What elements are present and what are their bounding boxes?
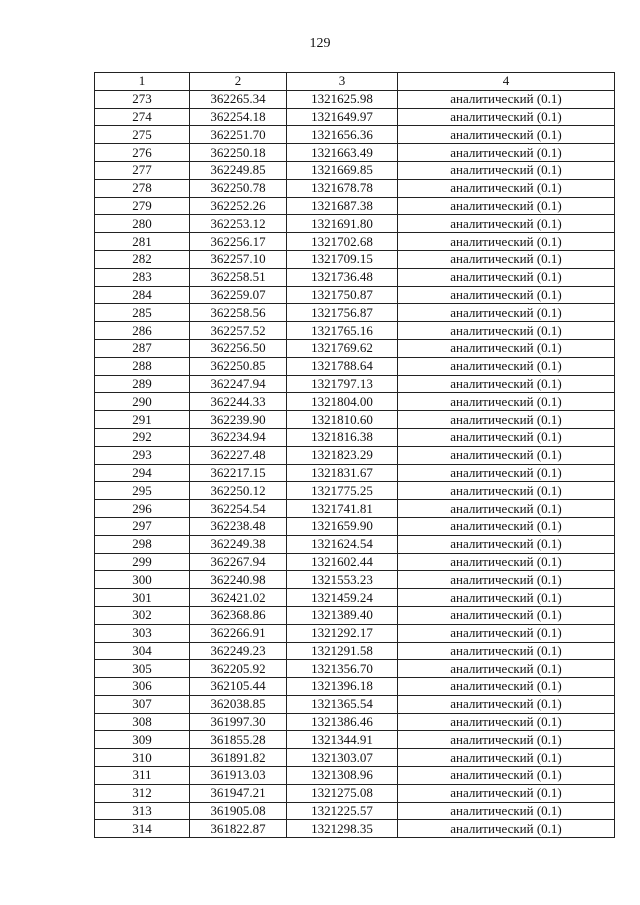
table-row bbox=[95, 428, 615, 446]
x-coordinate-cell: 362253.12 bbox=[190, 215, 287, 233]
y-coordinate-cell: 1321669.85 bbox=[287, 161, 398, 179]
method-cell: аналитический (0.1) bbox=[398, 428, 615, 446]
point-number-cell: 307 bbox=[95, 695, 190, 713]
point-number-cell: 286 bbox=[95, 322, 190, 340]
x-coordinate-cell: 362265.34 bbox=[190, 90, 287, 108]
table-row bbox=[95, 144, 615, 162]
point-number-cell: 302 bbox=[95, 606, 190, 624]
y-coordinate-cell: 1321810.60 bbox=[287, 411, 398, 429]
table-row bbox=[95, 482, 615, 500]
method-cell: аналитический (0.1) bbox=[398, 446, 615, 464]
method-cell: аналитический (0.1) bbox=[398, 411, 615, 429]
table-header-row bbox=[95, 73, 615, 91]
table-row bbox=[95, 197, 615, 215]
point-number-cell: 310 bbox=[95, 749, 190, 767]
method-cell: аналитический (0.1) bbox=[398, 624, 615, 642]
x-coordinate-cell: 362256.17 bbox=[190, 233, 287, 251]
x-coordinate-cell: 362258.56 bbox=[190, 304, 287, 322]
method-cell: аналитический (0.1) bbox=[398, 695, 615, 713]
method-cell: аналитический (0.1) bbox=[398, 784, 615, 802]
method-cell: аналитический (0.1) bbox=[398, 553, 615, 571]
point-number-cell: 288 bbox=[95, 357, 190, 375]
table-row bbox=[95, 624, 615, 642]
x-coordinate-cell: 362266.91 bbox=[190, 624, 287, 642]
x-coordinate-cell: 362234.94 bbox=[190, 428, 287, 446]
column-header: 3 bbox=[287, 73, 398, 91]
y-coordinate-cell: 1321756.87 bbox=[287, 304, 398, 322]
table-row bbox=[95, 767, 615, 785]
point-number-cell: 299 bbox=[95, 553, 190, 571]
y-coordinate-cell: 1321775.25 bbox=[287, 482, 398, 500]
x-coordinate-cell: 362254.54 bbox=[190, 500, 287, 518]
x-coordinate-cell: 362259.07 bbox=[190, 286, 287, 304]
x-coordinate-cell: 362421.02 bbox=[190, 589, 287, 607]
method-cell: аналитический (0.1) bbox=[398, 215, 615, 233]
x-coordinate-cell: 362249.23 bbox=[190, 642, 287, 660]
y-coordinate-cell: 1321553.23 bbox=[287, 571, 398, 589]
x-coordinate-cell: 362250.12 bbox=[190, 482, 287, 500]
method-cell: аналитический (0.1) bbox=[398, 589, 615, 607]
y-coordinate-cell: 1321292.17 bbox=[287, 624, 398, 642]
point-number-cell: 301 bbox=[95, 589, 190, 607]
method-cell: аналитический (0.1) bbox=[398, 250, 615, 268]
point-number-cell: 284 bbox=[95, 286, 190, 304]
method-cell: аналитический (0.1) bbox=[398, 713, 615, 731]
point-number-cell: 277 bbox=[95, 161, 190, 179]
y-coordinate-cell: 1321663.49 bbox=[287, 144, 398, 162]
y-coordinate-cell: 1321741.81 bbox=[287, 500, 398, 518]
x-coordinate-cell: 362258.51 bbox=[190, 268, 287, 286]
x-coordinate-cell: 362038.85 bbox=[190, 695, 287, 713]
y-coordinate-cell: 1321308.96 bbox=[287, 767, 398, 785]
y-coordinate-cell: 1321750.87 bbox=[287, 286, 398, 304]
table-row bbox=[95, 802, 615, 820]
table-body bbox=[95, 90, 615, 837]
method-cell: аналитический (0.1) bbox=[398, 393, 615, 411]
table-row bbox=[95, 731, 615, 749]
point-number-cell: 306 bbox=[95, 678, 190, 696]
table-row bbox=[95, 339, 615, 357]
y-coordinate-cell: 1321602.44 bbox=[287, 553, 398, 571]
method-cell: аналитический (0.1) bbox=[398, 268, 615, 286]
table-row bbox=[95, 375, 615, 393]
x-coordinate-cell: 362238.48 bbox=[190, 517, 287, 535]
x-coordinate-cell: 362227.48 bbox=[190, 446, 287, 464]
table-row bbox=[95, 535, 615, 553]
method-cell: аналитический (0.1) bbox=[398, 749, 615, 767]
point-number-cell: 285 bbox=[95, 304, 190, 322]
y-coordinate-cell: 1321649.97 bbox=[287, 108, 398, 126]
table-row bbox=[95, 215, 615, 233]
x-coordinate-cell: 362252.26 bbox=[190, 197, 287, 215]
point-number-cell: 281 bbox=[95, 233, 190, 251]
method-cell: аналитический (0.1) bbox=[398, 179, 615, 197]
x-coordinate-cell: 362250.78 bbox=[190, 179, 287, 197]
y-coordinate-cell: 1321625.98 bbox=[287, 90, 398, 108]
method-cell: аналитический (0.1) bbox=[398, 144, 615, 162]
point-number-cell: 314 bbox=[95, 820, 190, 838]
y-coordinate-cell: 1321702.68 bbox=[287, 233, 398, 251]
y-coordinate-cell: 1321356.70 bbox=[287, 660, 398, 678]
x-coordinate-cell: 362240.98 bbox=[190, 571, 287, 589]
x-coordinate-cell: 361947.21 bbox=[190, 784, 287, 802]
x-coordinate-cell: 362105.44 bbox=[190, 678, 287, 696]
table-row bbox=[95, 749, 615, 767]
table-row bbox=[95, 553, 615, 571]
y-coordinate-cell: 1321659.90 bbox=[287, 517, 398, 535]
table-row bbox=[95, 108, 615, 126]
x-coordinate-cell: 362247.94 bbox=[190, 375, 287, 393]
y-coordinate-cell: 1321656.36 bbox=[287, 126, 398, 144]
table-row bbox=[95, 713, 615, 731]
method-cell: аналитический (0.1) bbox=[398, 161, 615, 179]
point-number-cell: 280 bbox=[95, 215, 190, 233]
table-row bbox=[95, 179, 615, 197]
y-coordinate-cell: 1321831.67 bbox=[287, 464, 398, 482]
point-number-cell: 312 bbox=[95, 784, 190, 802]
point-number-cell: 295 bbox=[95, 482, 190, 500]
point-number-cell: 291 bbox=[95, 411, 190, 429]
point-number-cell: 305 bbox=[95, 660, 190, 678]
y-coordinate-cell: 1321797.13 bbox=[287, 375, 398, 393]
method-cell: аналитический (0.1) bbox=[398, 197, 615, 215]
page-number: 129 bbox=[309, 36, 331, 51]
y-coordinate-cell: 1321788.64 bbox=[287, 357, 398, 375]
y-coordinate-cell: 1321823.29 bbox=[287, 446, 398, 464]
point-number-cell: 298 bbox=[95, 535, 190, 553]
point-number-cell: 313 bbox=[95, 802, 190, 820]
method-cell: аналитический (0.1) bbox=[398, 482, 615, 500]
point-number-cell: 292 bbox=[95, 428, 190, 446]
table-row bbox=[95, 820, 615, 838]
point-number-cell: 278 bbox=[95, 179, 190, 197]
method-cell: аналитический (0.1) bbox=[398, 126, 615, 144]
x-coordinate-cell: 362256.50 bbox=[190, 339, 287, 357]
method-cell: аналитический (0.1) bbox=[398, 90, 615, 108]
x-coordinate-cell: 362251.70 bbox=[190, 126, 287, 144]
y-coordinate-cell: 1321691.80 bbox=[287, 215, 398, 233]
method-cell: аналитический (0.1) bbox=[398, 304, 615, 322]
point-number-cell: 282 bbox=[95, 250, 190, 268]
x-coordinate-cell: 362250.18 bbox=[190, 144, 287, 162]
point-number-cell: 297 bbox=[95, 517, 190, 535]
x-coordinate-cell: 361997.30 bbox=[190, 713, 287, 731]
column-header: 2 bbox=[190, 73, 287, 91]
method-cell: аналитический (0.1) bbox=[398, 571, 615, 589]
table-row bbox=[95, 446, 615, 464]
method-cell: аналитический (0.1) bbox=[398, 820, 615, 838]
method-cell: аналитический (0.1) bbox=[398, 233, 615, 251]
point-number-cell: 275 bbox=[95, 126, 190, 144]
x-coordinate-cell: 362257.52 bbox=[190, 322, 287, 340]
table-row bbox=[95, 233, 615, 251]
method-cell: аналитический (0.1) bbox=[398, 767, 615, 785]
table-row bbox=[95, 393, 615, 411]
column-header: 1 bbox=[95, 73, 190, 91]
method-cell: аналитический (0.1) bbox=[398, 606, 615, 624]
x-coordinate-cell: 362257.10 bbox=[190, 250, 287, 268]
x-coordinate-cell: 361891.82 bbox=[190, 749, 287, 767]
table-row bbox=[95, 571, 615, 589]
y-coordinate-cell: 1321365.54 bbox=[287, 695, 398, 713]
y-coordinate-cell: 1321386.46 bbox=[287, 713, 398, 731]
method-cell: аналитический (0.1) bbox=[398, 660, 615, 678]
point-number-cell: 294 bbox=[95, 464, 190, 482]
x-coordinate-cell: 362250.85 bbox=[190, 357, 287, 375]
method-cell: аналитический (0.1) bbox=[398, 108, 615, 126]
y-coordinate-cell: 1321765.16 bbox=[287, 322, 398, 340]
point-number-cell: 309 bbox=[95, 731, 190, 749]
x-coordinate-cell: 362249.85 bbox=[190, 161, 287, 179]
method-cell: аналитический (0.1) bbox=[398, 286, 615, 304]
y-coordinate-cell: 1321769.62 bbox=[287, 339, 398, 357]
table-row bbox=[95, 517, 615, 535]
x-coordinate-cell: 362368.86 bbox=[190, 606, 287, 624]
table-row bbox=[95, 660, 615, 678]
table-row bbox=[95, 268, 615, 286]
y-coordinate-cell: 1321678.78 bbox=[287, 179, 398, 197]
method-cell: аналитический (0.1) bbox=[398, 322, 615, 340]
method-cell: аналитический (0.1) bbox=[398, 731, 615, 749]
x-coordinate-cell: 362249.38 bbox=[190, 535, 287, 553]
table-row bbox=[95, 642, 615, 660]
table-row bbox=[95, 695, 615, 713]
y-coordinate-cell: 1321736.48 bbox=[287, 268, 398, 286]
point-number-cell: 289 bbox=[95, 375, 190, 393]
table-row bbox=[95, 500, 615, 518]
y-coordinate-cell: 1321389.40 bbox=[287, 606, 398, 624]
y-coordinate-cell: 1321709.15 bbox=[287, 250, 398, 268]
x-coordinate-cell: 362239.90 bbox=[190, 411, 287, 429]
y-coordinate-cell: 1321303.07 bbox=[287, 749, 398, 767]
point-number-cell: 311 bbox=[95, 767, 190, 785]
point-number-cell: 308 bbox=[95, 713, 190, 731]
table-row bbox=[95, 304, 615, 322]
point-number-cell: 300 bbox=[95, 571, 190, 589]
table-row bbox=[95, 589, 615, 607]
method-cell: аналитический (0.1) bbox=[398, 642, 615, 660]
point-number-cell: 273 bbox=[95, 90, 190, 108]
table-row bbox=[95, 411, 615, 429]
x-coordinate-cell: 362217.15 bbox=[190, 464, 287, 482]
column-header: 4 bbox=[398, 73, 615, 91]
table-row bbox=[95, 161, 615, 179]
y-coordinate-cell: 1321624.54 bbox=[287, 535, 398, 553]
point-number-cell: 276 bbox=[95, 144, 190, 162]
y-coordinate-cell: 1321816.38 bbox=[287, 428, 398, 446]
point-number-cell: 274 bbox=[95, 108, 190, 126]
y-coordinate-cell: 1321275.08 bbox=[287, 784, 398, 802]
x-coordinate-cell: 361913.03 bbox=[190, 767, 287, 785]
point-number-cell: 304 bbox=[95, 642, 190, 660]
coordinates-table bbox=[94, 72, 615, 838]
x-coordinate-cell: 361855.28 bbox=[190, 731, 287, 749]
method-cell: аналитический (0.1) bbox=[398, 517, 615, 535]
method-cell: аналитический (0.1) bbox=[398, 802, 615, 820]
table-row bbox=[95, 357, 615, 375]
x-coordinate-cell: 361905.08 bbox=[190, 802, 287, 820]
table-row bbox=[95, 464, 615, 482]
method-cell: аналитический (0.1) bbox=[398, 535, 615, 553]
y-coordinate-cell: 1321344.91 bbox=[287, 731, 398, 749]
point-number-cell: 296 bbox=[95, 500, 190, 518]
table-row bbox=[95, 90, 615, 108]
point-number-cell: 287 bbox=[95, 339, 190, 357]
y-coordinate-cell: 1321291.58 bbox=[287, 642, 398, 660]
table-row bbox=[95, 322, 615, 340]
y-coordinate-cell: 1321687.38 bbox=[287, 197, 398, 215]
table-row bbox=[95, 606, 615, 624]
table-row bbox=[95, 250, 615, 268]
table-row bbox=[95, 678, 615, 696]
table-row bbox=[95, 286, 615, 304]
point-number-cell: 303 bbox=[95, 624, 190, 642]
point-number-cell: 283 bbox=[95, 268, 190, 286]
x-coordinate-cell: 361822.87 bbox=[190, 820, 287, 838]
y-coordinate-cell: 1321804.00 bbox=[287, 393, 398, 411]
method-cell: аналитический (0.1) bbox=[398, 500, 615, 518]
x-coordinate-cell: 362205.92 bbox=[190, 660, 287, 678]
y-coordinate-cell: 1321459.24 bbox=[287, 589, 398, 607]
method-cell: аналитический (0.1) bbox=[398, 357, 615, 375]
x-coordinate-cell: 362254.18 bbox=[190, 108, 287, 126]
x-coordinate-cell: 362267.94 bbox=[190, 553, 287, 571]
table-row bbox=[95, 784, 615, 802]
point-number-cell: 293 bbox=[95, 446, 190, 464]
method-cell: аналитический (0.1) bbox=[398, 339, 615, 357]
x-coordinate-cell: 362244.33 bbox=[190, 393, 287, 411]
y-coordinate-cell: 1321298.35 bbox=[287, 820, 398, 838]
point-number-cell: 290 bbox=[95, 393, 190, 411]
y-coordinate-cell: 1321396.18 bbox=[287, 678, 398, 696]
point-number-cell: 279 bbox=[95, 197, 190, 215]
y-coordinate-cell: 1321225.57 bbox=[287, 802, 398, 820]
method-cell: аналитический (0.1) bbox=[398, 464, 615, 482]
method-cell: аналитический (0.1) bbox=[398, 678, 615, 696]
method-cell: аналитический (0.1) bbox=[398, 375, 615, 393]
table-row bbox=[95, 126, 615, 144]
